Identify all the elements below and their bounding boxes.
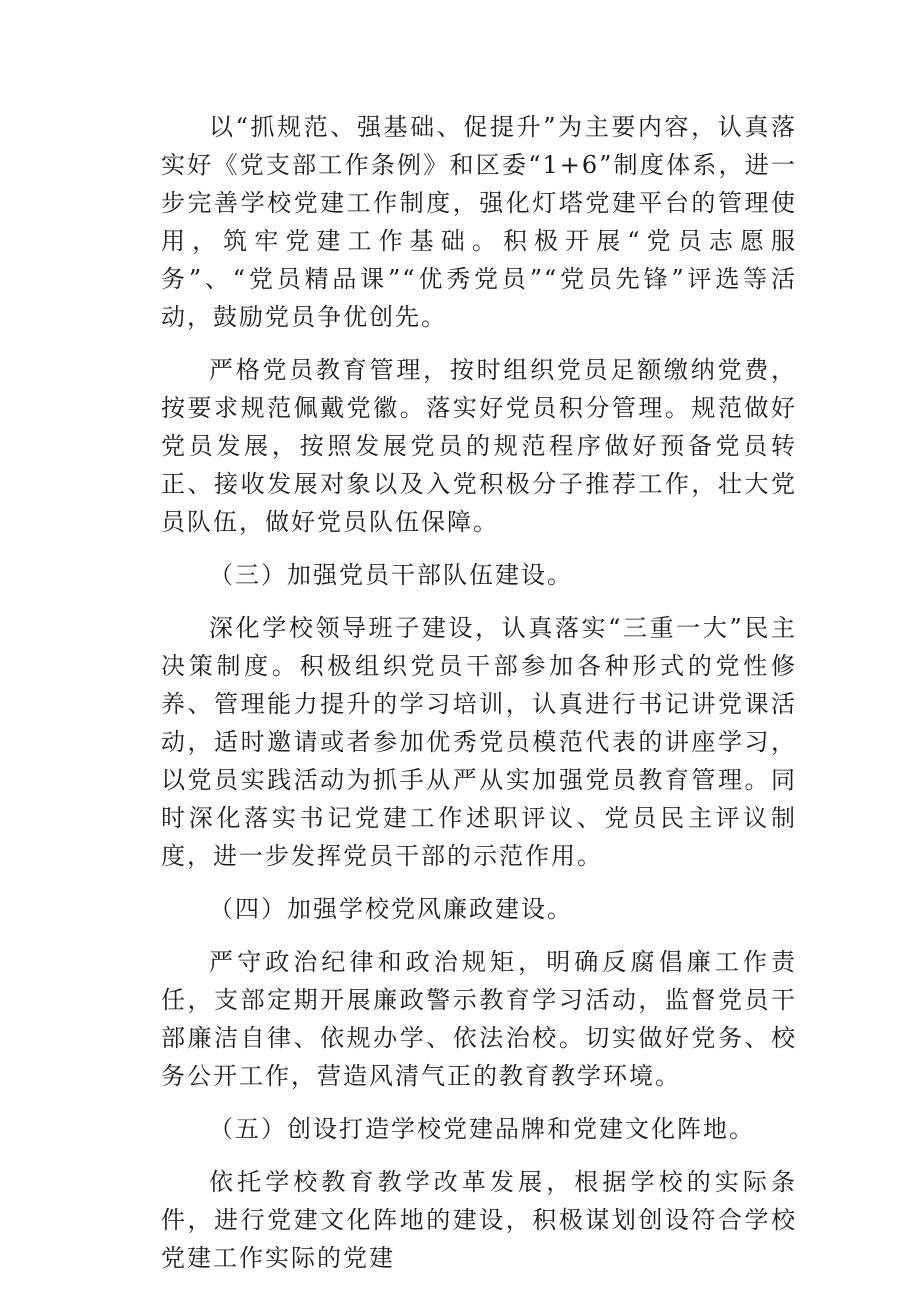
- paragraph-brand-culture: 依托学校教育教学改革发展，根据学校的实际条件，进行党建文化阵地的建设，积极谋划创设符合学校党建工作实际的党建: [161, 1168, 797, 1272]
- section-heading-brand-culture: （五）创设打造学校党建品牌和党建文化阵地。: [209, 1115, 755, 1143]
- section-heading-integrity: （四）加强学校党风廉政建设。: [209, 895, 573, 923]
- paragraph-cadre-team: 深化学校领导班子建设，认真落实“三重一大”民主决策制度。积极组织党员干部参加各种形式的党性修养、管理能力提升的学习培训，认真进行书记讲党课活动，适时邀请或者参加优秀党员模范代表的讲座学习，以党员实践活动为抓手从严从实加强党员教育管理。同时深化落实书记党建工作述职评议、党员民主评议制度，进一步发挥党员干部的示范作用。: [161, 614, 797, 870]
- document-body: [161, 108, 797, 1277]
- paragraph-member-management: 严格党员教育管理，按时组织党员足额缴纳党费，按要求规范佩戴党徽。落实好党员积分管理。规范做好党员发展，按照发展党员的规范程序做好预备党员转正、接收发展对象以及入党积极分子推荐工作，壮大党员队伍，做好党员队伍保障。: [161, 356, 797, 536]
- section-heading-cadre-team: （三）加强党员干部队伍建设。: [209, 561, 573, 589]
- paragraph-party-standards: 以“抓规范、强基础、促提升”为主要内容，认真落实好《党支部工作条例》和区委“1+6”制度体系，进一步完善学校党建工作制度，强化灯塔党建平台的管理使用，筑牢党建工作基础。积极开展“党员志愿服务”、“党员精品课”“优秀党员”“党员先锋”评选等活动，鼓励党员争优创先。: [161, 113, 797, 331]
- paragraph-integrity: 严守政治纪律和政治规矩，明确反腐倡廉工作责任，支部定期开展廉政警示教育学习活动，监督党员干部廉洁自律、依规办学、依法治校。切实做好党务、校务公开工作，营造风清气正的教育教学环境。: [161, 948, 797, 1090]
